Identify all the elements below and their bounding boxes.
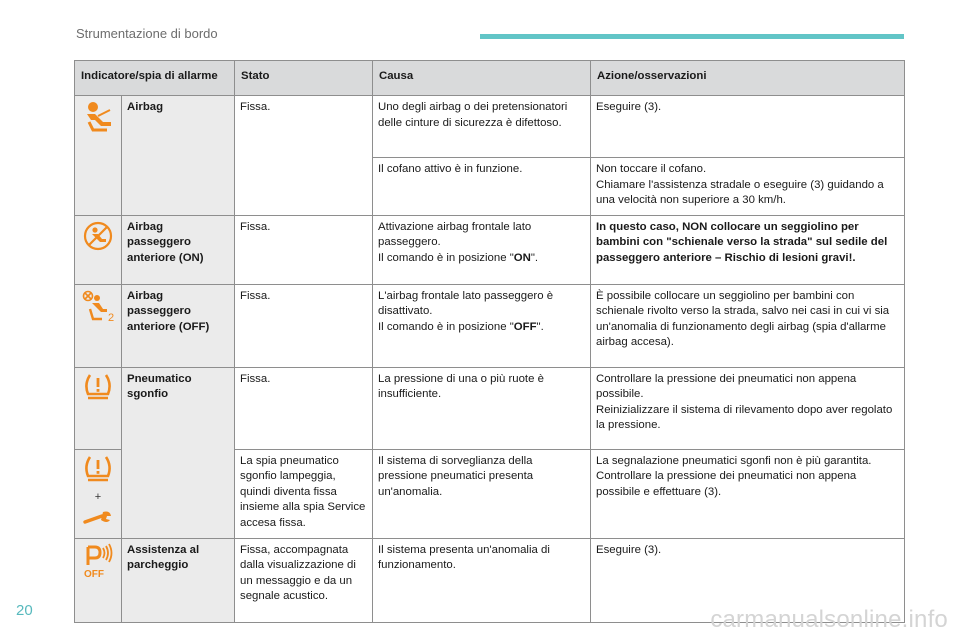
azione-cell [591, 158, 905, 216]
causa-suffix: ". [530, 251, 539, 264]
stato-cell: Fissa, accompagnata dalla visualizzazione di un messaggio e da un segnale acustico. [235, 538, 373, 622]
icon-cell [75, 284, 122, 367]
table-header-row [75, 61, 905, 96]
column-header: Stato [235, 61, 373, 96]
table-row [75, 96, 905, 158]
causa-text: Il comando è in posizione " [378, 251, 514, 264]
stato-cell: La spia pneumatico sgonfio lampeggia, quindi diventa fissa insieme alla spia Service accesa fissa. [235, 449, 373, 538]
table-row [75, 367, 905, 449]
icon-cell [75, 449, 122, 538]
causa-cell: Il sistema di sorveglianza della pressione pneumatici presenta un'anomalia. [373, 449, 591, 538]
causa-cell: Uno degli airbag o dei pretensionatori delle cinture di sicurezza è difettoso. [373, 96, 591, 158]
tyre-pressure-icon [82, 372, 114, 402]
command-position: ON [513, 251, 531, 264]
off-label: OFF [84, 568, 104, 579]
causa-suffix: ". [536, 320, 544, 333]
svg-text:2: 2 [108, 311, 115, 323]
column-header: Azione/osservazioni [591, 61, 905, 96]
icon-cell [75, 96, 122, 216]
indicator-name: Airbag passeggero anteriore (ON) [122, 215, 235, 284]
stato-cell: Fissa. [235, 215, 373, 284]
azione-line: Non toccare il cofano. [596, 163, 707, 175]
park-assist-off-icon [80, 543, 116, 579]
tyre-pressure-icon [82, 454, 114, 484]
causa-cell [373, 284, 591, 367]
causa-line: L'airbag frontale lato passeggero è disattivato. [378, 289, 554, 317]
stato-cell: Fissa. [235, 96, 373, 216]
watermark: carmanualsonline.info [710, 606, 948, 633]
page-number: 20 [16, 602, 33, 619]
causa-cell: Il sistema presenta un'anomalia di funzionamento. [373, 538, 591, 622]
warning-lights-table [74, 60, 905, 623]
azione-cell: Eseguire (3). [591, 538, 905, 622]
azione-cell [591, 449, 905, 538]
header-accent-bar [480, 34, 904, 39]
causa-cell [373, 215, 591, 284]
causa-cell: Il cofano attivo è in funzione. [373, 158, 591, 216]
icon-cell [75, 538, 122, 622]
azione-cell [591, 367, 905, 449]
stato-cell: Fissa. [235, 367, 373, 449]
azione-line: Chiamare l'assistenza stradale o eseguire (3) guidando a una velocità non superiore a 30 km/h. [596, 178, 884, 206]
command-position: OFF [513, 320, 537, 333]
azione-cell: Eseguire (3). [591, 96, 905, 158]
column-header: Indicatore/spia di allarme [75, 61, 235, 96]
column-header: Causa [373, 61, 591, 96]
azione-cell: In questo caso, NON collocare un seggiolino per bambini con "schienale verso la strada" sul sedile del passeggero anteriore – Rischio di lesioni gravi!. [591, 215, 905, 284]
indicator-name: Airbag [122, 96, 235, 216]
section-title: Strumentazione di bordo [76, 26, 218, 41]
stato-cell: Fissa. [235, 284, 373, 367]
passenger-airbag-on-icon [82, 220, 114, 252]
azione-line: Reinizializzare il sistema di rilevamento dopo aver regolato la pressione. [596, 403, 893, 431]
table-row [75, 215, 905, 284]
azione-line: Controllare la pressione dei pneumatici non appena possibile e effettuare (3). [596, 470, 857, 498]
icon-cell [75, 367, 122, 449]
airbag-warning-icon [81, 100, 115, 132]
azione-line: Controllare la pressione dei pneumatici non appena possibile. [596, 372, 857, 400]
causa-line [378, 320, 585, 336]
table-row [75, 284, 905, 367]
azione-cell: È possibile collocare un seggiolino per bambini con schienale rivolto verso la strada, salvo nei casi in cui vi sia un'anomalia di funzionamento degli airbag (spia d'allarme airbag accesa). [591, 284, 905, 367]
azione-line: La segnalazione pneumatici sgonfi non è più garantita. [596, 454, 872, 467]
causa-text: Il comando è in posizione " [378, 320, 514, 333]
causa-cell: La pressione di una o più ruote è insufficiente. [373, 367, 591, 449]
passenger-airbag-off-icon [80, 289, 116, 323]
indicator-name: Airbag passeggero anteriore (OFF) [122, 284, 235, 367]
plus-sign: + [94, 490, 102, 503]
causa-line [378, 251, 585, 267]
wrench-icon [82, 509, 114, 527]
icon-cell [75, 215, 122, 284]
causa-line: Attivazione airbag frontale lato passeggero. [378, 220, 532, 248]
indicator-name: Assistenza al parcheggio [122, 538, 235, 622]
indicator-name: Pneumatico sgonfio [122, 367, 235, 538]
